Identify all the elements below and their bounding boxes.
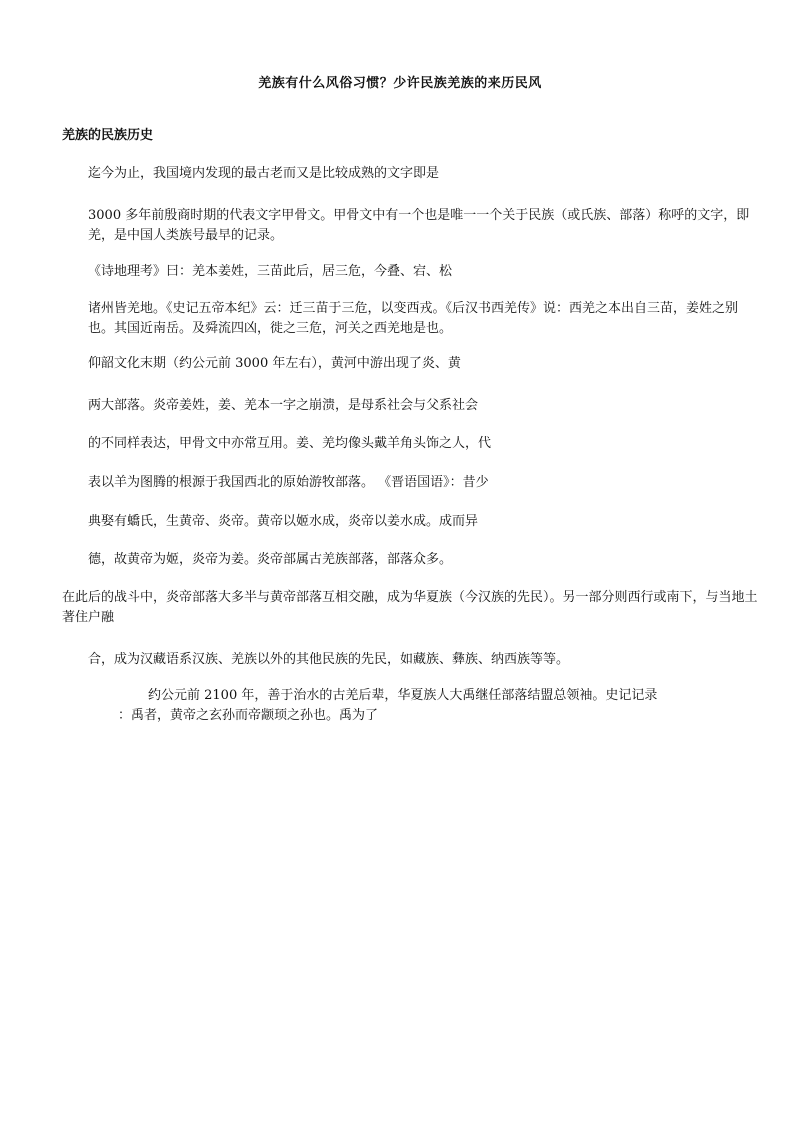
paragraph-4: 诸州皆羌地。《史记五帝本纪》云：迁三苗于三危，以变西戎。《后汉书西羌传》说：西羌之本出自三苗，姜姓之别也。其国近南岳。及舜流四凶，徙之三危，河关之西羌地是也。 [88,301,739,336]
paragraph-5: 仰韶文化末期（约公元前 3000 年左右），黄河中游出现了炎、黄 [88,356,461,371]
paragraph-2: 3000 多年前殷商时期的代表文字甲骨文。甲骨文中有一个也是唯一一个关于民族（或氏族、部落）称呼的文字，即羌，是中国人类族号最早的记录。 [88,208,750,243]
paragraph-14: ：禹者，黄帝之玄孙而帝颛顼之孙也。禹为了 [118,708,379,723]
paragraph-8: 表以羊为图腾的根源于我国西北的原始游牧部落。 《晋语国语》：昔少 [88,475,489,490]
paragraph-3: 《诗地理考》曰：羌本姜姓，三苗此后，居三危，今叠、宕、松 [88,264,453,279]
paragraph-1: 迄今为止，我国境内发现的最古老而又是比较成熟的文字即是 [88,166,440,181]
document-title: 羌族有什么风俗习惯？少许民族羌族的来历民风 [258,76,542,91]
paragraph-7: 的不同样表达，甲骨文中亦常互用。姜、羌均像头戴羊角头饰之人，代 [88,436,492,451]
paragraph-11: 在此后的战斗中，炎帝部落大多半与黄帝部落互相交融，成为华夏族（今汉族的先民）。另一部分则西行或南下，与当地土著住户融 [62,590,758,625]
paragraph-9: 典娶有蟜氏，生黄帝、炎帝。黄帝以姬水成，炎帝以姜水成。成而异 [88,514,479,529]
section-heading: 羌族的民族历史 [62,128,154,143]
paragraph-6: 两大部落。炎帝姜姓，姜、羌本一字之崩溃，是母系社会与父系社会 [88,398,479,413]
paragraph-10: 德，故黄帝为姬，炎帝为姜。炎帝部属古羌族部落，部落众多。 [88,552,453,567]
paragraph-12: 合，成为汉藏语系汉族、羌族以外的其他民族的先民，如藏族、彝族、纳西族等等。 [88,652,570,667]
paragraph-13: 约公元前 2100 年，善于治水的古羌后辈，华夏族人大禹继任部落结盟总领袖。史记记录 [148,688,658,703]
